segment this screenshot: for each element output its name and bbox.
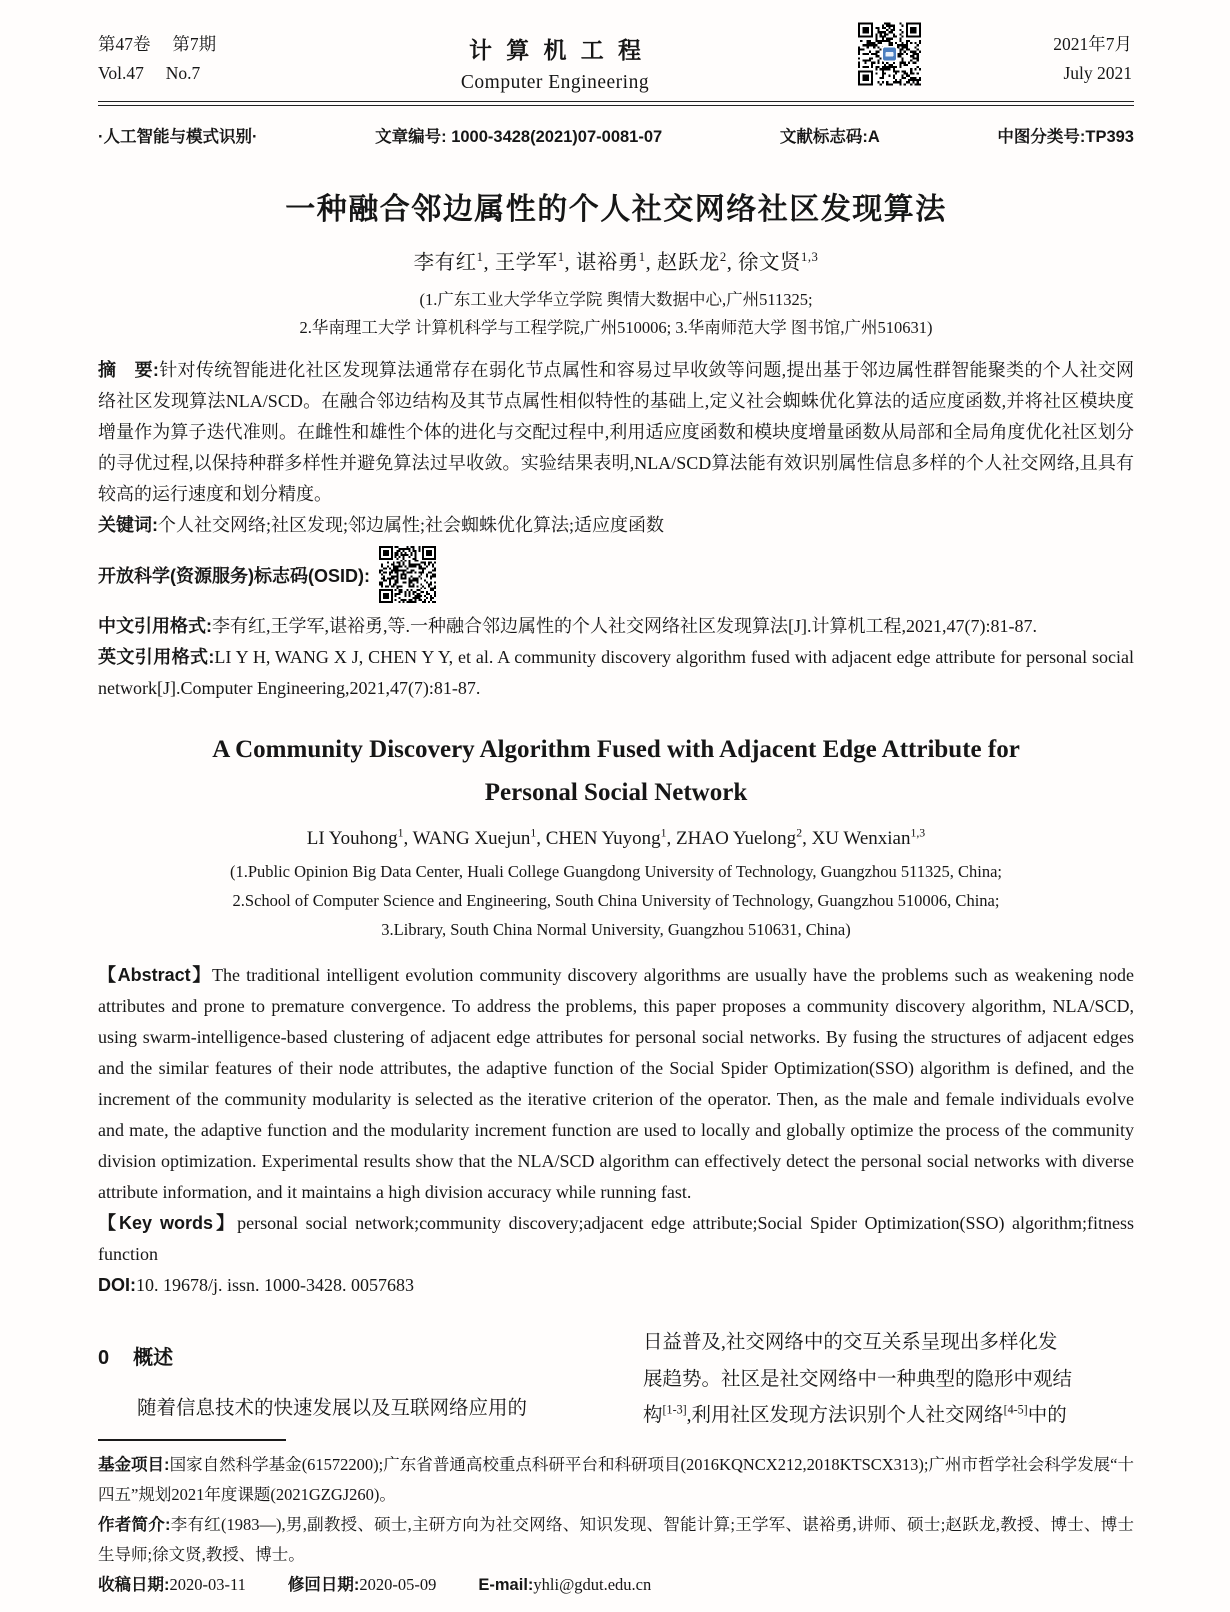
- reference-marker: [4-5]: [1003, 1402, 1028, 1417]
- author-en: LI Youhong$^1$,: [306, 826, 409, 849]
- osid-qr-code-icon: [379, 546, 436, 603]
- keywords-en: 【Key words】personal social network;community discovery;adjacent edge attribute;Social Spider Optimization(SSO) algorithm;fitness function: [98, 1213, 1134, 1264]
- date-cn: 2021年7月: [1053, 34, 1132, 54]
- abstract-label-cn: 摘 要:: [98, 360, 159, 380]
- keywords-label-en: 【Key words】: [98, 1213, 238, 1233]
- body-column-left: [98, 1325, 587, 1435]
- reference-marker: [1-3]: [662, 1402, 687, 1417]
- author-affiliation-sup: 2: [796, 826, 803, 840]
- author-cn: 谌裕勇$^1$,: [575, 250, 652, 274]
- affiliation-line-en: 3.Library, South China Normal University, Guangzhou 510631, China): [381, 920, 851, 939]
- author-cn: 王学军$^1$,: [494, 250, 571, 274]
- abstract-label-en: 【Abstract】: [98, 965, 212, 985]
- journal-name-cn: 计算机工程: [468, 38, 656, 63]
- journal-qr-code-icon: [858, 22, 921, 86]
- funding-note: 基金项目:国家自然科学基金(61572200);广东省普通高校重点科研平台和科研项目(2016KQNCX212,2018KTSCX313);广州市哲学社会科学发展“十四五”规划2021年度课题(2021GZGJ260)。: [98, 1454, 1135, 1504]
- body-text-line: 日益普及,社交网络中的交互关系呈现出多样化发: [643, 1332, 1058, 1353]
- body-column-right: [643, 1325, 1132, 1435]
- title-line-en: A Community Discovery Algorithm Fused with Adjacent Edge Attribute for: [212, 736, 1020, 763]
- paper-title-en: [98, 728, 1134, 814]
- section-heading: [98, 1341, 587, 1370]
- clc-number: 中图分类号:TP393: [997, 128, 1134, 146]
- author-cn: 徐文贤$^{1,3}$: [738, 250, 819, 274]
- header-divider: [98, 101, 1134, 106]
- article-meta-row: [98, 123, 1134, 147]
- author-cn: 赵跃龙$^2$,: [656, 250, 733, 274]
- title-line-en: Personal Social Network: [484, 779, 748, 806]
- intro-paragraph-start: 随着信息技术的快速发展以及互联网络应用的: [137, 1398, 528, 1419]
- contact-email: E-mail:yhli@gdut.edu.cn: [478, 1574, 652, 1594]
- abstract-cn: 摘 要:针对传统智能进化社区发现算法通常存在弱化节点属性和容易过早收敛等问题,提出基于邻边属性群智能聚类的个人社交网络社区发现算法NLA/SCD。在融合邻边结构及其节点属性相似特性的基础上,定义社会蜘蛛优化算法的适应度函数,并将社区模块度增量作为算子迭代准则。在雌性和雄性个体的进化与交配过程中,利用适应度函数和模块度增量函数从局部和全局角度优化社区划分的寻优过程,以保持种群多样性并避免算法过早收敛。实验结果表明,NLA/SCD算法能有效识别属性信息多样的个人社交网络,且具有较高的运行速度和划分精度。: [98, 360, 1134, 504]
- article-number: 文章编号: 1000-3428(2021)07-0081-07: [375, 128, 663, 146]
- revised-date: 修回日期:2020-05-09: [287, 1574, 437, 1594]
- abstract-en: 【Abstract】The traditional intelligent evolution community discovery algorithms are usually have the problems such as weakening node attributes and prone to premature convergence. To address the problems, this paper proposes a community discovery algorithm, NLA/SCD, using swarm-intelligence-based clustering of adjacent edge attributes for personal social networks. By fusing the structures of adjacent edges and the similar features of their node attributes, the adaptive function of the Social Spider Optimization(SSO) algorithm is defined, and the increment of the community modularity is selected as the iterative criterion of the operator. Then, as the male and female individuals evolve and mate, the adaptive function and the modularity increment function are used to locally and globally optimize the process of the community division optimization. Experimental results show that the NLA/SCD algorithm can effectively detect the personal social networks with diverse attribute information, and it maintains a high division accuracy while running fast.: [98, 965, 1134, 1202]
- body-text-line: 展趋势。社区是社交网络中一种典型的隐形中观结: [643, 1368, 1073, 1390]
- issue-info: [98, 30, 288, 88]
- authors-en: [98, 828, 1134, 850]
- footnote-block: [98, 1439, 1134, 1601]
- affiliation-line-cn: (1.广东工业大学华立学院 舆情大数据中心,广州511325;: [419, 290, 813, 309]
- author-affiliation-sup: 1,3: [801, 250, 819, 265]
- author-affiliation-sup: 1: [660, 826, 667, 840]
- issue-en: Vol.47 No.7: [98, 63, 201, 83]
- author-en: CHEN Yuyong$^1$,: [545, 826, 672, 849]
- author-affiliation-sup: 1,3: [910, 826, 926, 840]
- intro-continued: [643, 1325, 1132, 1398]
- doi-line: DOI:10. 19678/j. issn. 1000-3428. 0057683: [98, 1275, 415, 1295]
- issue-cn: 第47卷 第7期: [98, 34, 217, 54]
- footnote-divider: [98, 1439, 286, 1441]
- column-label: ·人工智能与模式识别·: [98, 128, 258, 146]
- journal-header: [98, 30, 1134, 94]
- citation-block: [98, 611, 1134, 704]
- author-en: ZHAO Yuelong$^2$,: [676, 826, 807, 849]
- dates-row: [98, 1570, 1134, 1601]
- keywords-label-cn: 关键词:: [98, 515, 158, 535]
- section-number: 0: [98, 1347, 110, 1369]
- section-title: 概述: [133, 1347, 174, 1369]
- affiliation-line-cn: 2.华南理工大学 计算机科学与工程学院,广州510006; 3.华南师范大学 图书馆,广州510631): [299, 318, 933, 337]
- document-code: 文献标志码:A: [779, 128, 880, 146]
- author-en: WANG Xuejun$^1$,: [412, 826, 541, 849]
- citation-en: 英文引用格式:LI Y H, WANG X J, CHEN Y Y, et al. A community discovery algorithm fused with adjacent edge attribute for personal social network[J].Computer Engineering,2021,47(7):81-87.: [98, 647, 1134, 698]
- author-affiliation-sup: 1: [530, 826, 537, 840]
- journal-title: [288, 30, 822, 94]
- author-affiliation-sup: 2: [719, 250, 727, 265]
- author-en: XU Wenxian$^{1,3}$: [811, 826, 926, 849]
- paper-title-cn: 一种融合邻边属性的个人社交网络社区发现算法: [285, 193, 947, 226]
- authors-cn: [98, 245, 1134, 275]
- journal-name-en: Computer Engineering: [460, 72, 650, 93]
- affiliations-en: [98, 857, 1134, 944]
- author-bio-note: 作者简介:李有红(1983—),男,副教授、硕士,主研方向为社交网络、知识发现、智能计算;王学军、谌裕勇,讲师、硕士;赵跃龙,教授、博士、博士生导师;徐文贤,教授、博士。: [98, 1514, 1134, 1564]
- author-affiliation-sup: 1: [476, 250, 484, 265]
- date-en: July 2021: [1063, 63, 1132, 83]
- author-affiliation-sup: 1: [638, 250, 646, 265]
- affiliations-cn: [98, 286, 1134, 342]
- body-columns: [98, 1325, 1134, 1435]
- osid-label: 开放科学(资源服务)标志码(OSID):: [98, 565, 370, 586]
- author-affiliation-sup: 1: [397, 826, 404, 840]
- osid-row: [98, 546, 1134, 603]
- citation-cn: 中文引用格式:李有红,王学军,谌裕勇,等.一种融合邻边属性的个人社交网络社区发现算法[J].计算机工程,2021,47(7):81-87.: [98, 616, 1037, 636]
- affiliation-line-en: 2.School of Computer Science and Engineering, South China University of Technology, Guangzhou 510006, China;: [232, 891, 1000, 910]
- body-text-line-with-refs: 构[1-3],利用社区发现方法识别个人社交网络[4-5]中的: [643, 1402, 1067, 1426]
- affiliation-line-en: (1.Public Opinion Big Data Center, Huali College Guangdong University of Technology, Guangzhou 511325, China;: [229, 862, 1003, 881]
- issue-date: [942, 30, 1134, 88]
- keywords-cn: 关键词:个人社交网络;社区发现;邻边属性;社会蜘蛛优化算法;适应度函数: [98, 515, 665, 535]
- author-affiliation-sup: 1: [557, 250, 565, 265]
- received-date: 收稿日期:2020-03-11: [98, 1574, 246, 1594]
- author-cn: 李有红$^1$,: [413, 250, 490, 274]
